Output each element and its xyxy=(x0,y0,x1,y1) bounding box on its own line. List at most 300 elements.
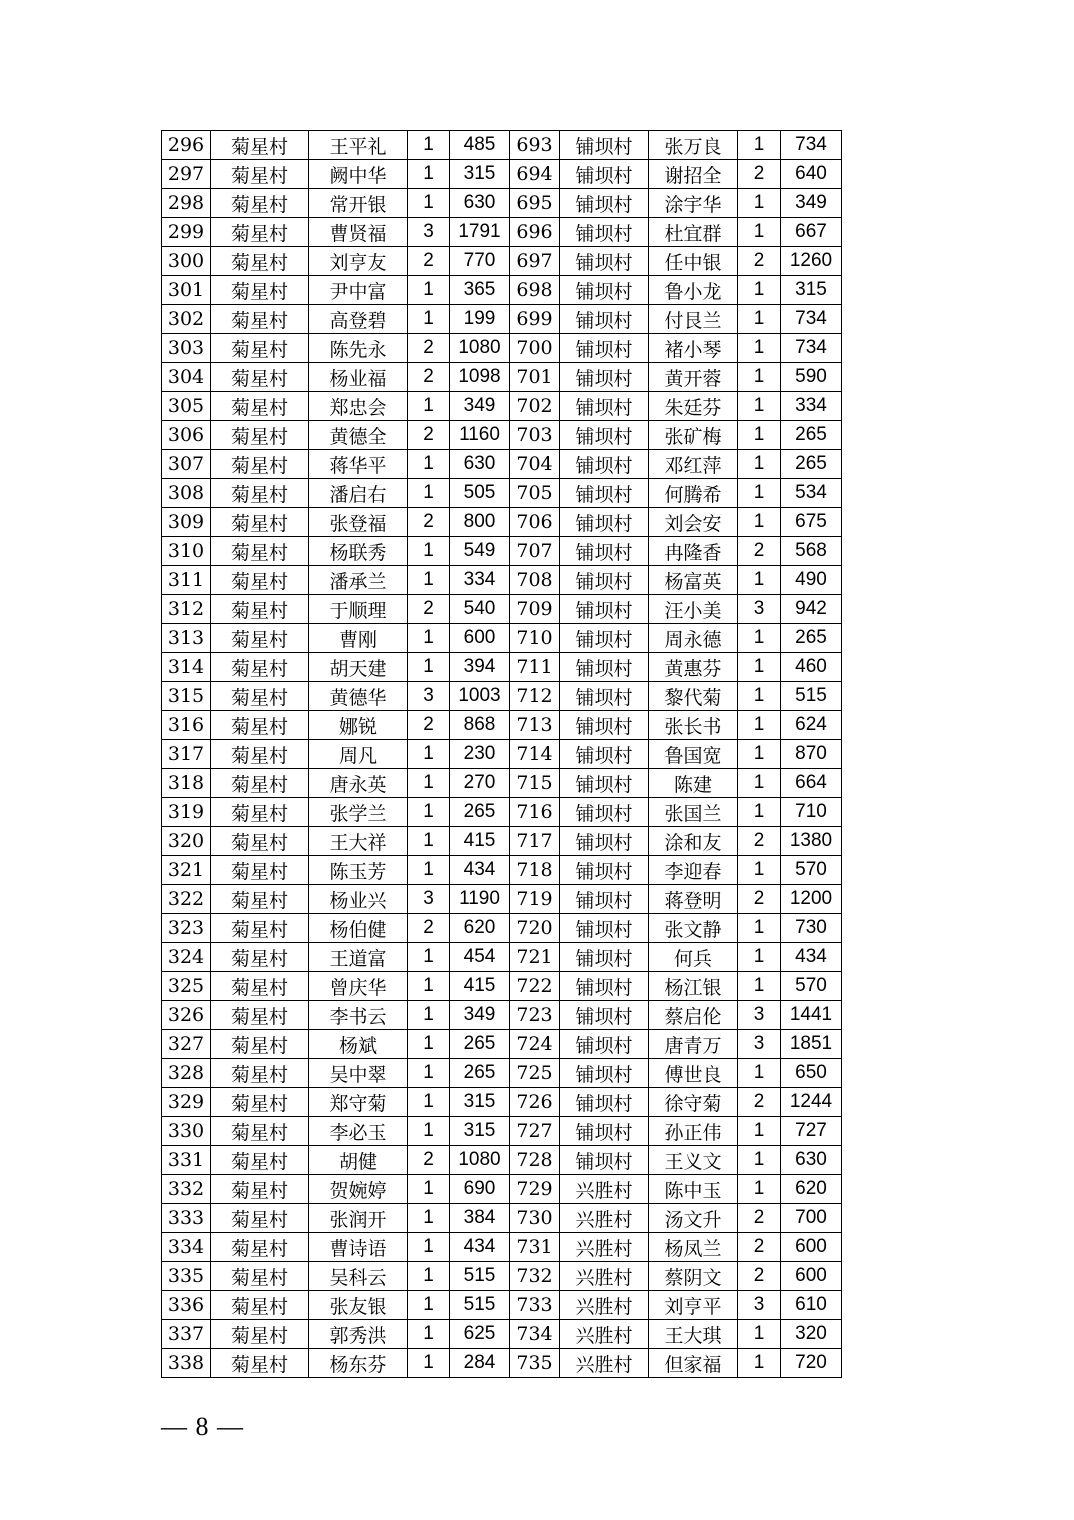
cell-left-amount: 1080 xyxy=(450,1146,510,1175)
cell-right-count: 1 xyxy=(738,334,781,363)
cell-left-amount: 549 xyxy=(450,537,510,566)
cell-right-serial: 721 xyxy=(510,943,560,972)
cell-right-serial: 716 xyxy=(510,798,560,827)
cell-right-count: 1 xyxy=(738,769,781,798)
cell-left-amount: 630 xyxy=(450,189,510,218)
cell-left-name: 黄德全 xyxy=(309,421,408,450)
table-row xyxy=(162,856,842,885)
cell-left-name: 张学兰 xyxy=(309,798,408,827)
cell-left-serial: 319 xyxy=(162,798,211,827)
cell-left-village: 菊星村 xyxy=(211,711,309,740)
cell-left-count: 2 xyxy=(408,711,450,740)
cell-right-amount: 590 xyxy=(781,363,842,392)
cell-left-village: 菊星村 xyxy=(211,218,309,247)
cell-left-name: 曹诗语 xyxy=(309,1233,408,1262)
cell-right-name: 谢招全 xyxy=(649,160,738,189)
cell-right-name: 陈中玉 xyxy=(649,1175,738,1204)
cell-left-village: 菊星村 xyxy=(211,1030,309,1059)
cell-right-amount: 870 xyxy=(781,740,842,769)
cell-left-count: 1 xyxy=(408,305,450,334)
cell-left-count: 2 xyxy=(408,363,450,392)
cell-left-serial: 305 xyxy=(162,392,211,421)
cell-right-village: 铺坝村 xyxy=(560,247,649,276)
cell-left-name: 杨业福 xyxy=(309,363,408,392)
cell-right-count: 2 xyxy=(738,247,781,276)
cell-left-serial: 314 xyxy=(162,653,211,682)
cell-right-name: 傅世良 xyxy=(649,1059,738,1088)
cell-left-serial: 300 xyxy=(162,247,211,276)
cell-right-name: 刘会安 xyxy=(649,508,738,537)
cell-left-serial: 332 xyxy=(162,1175,211,1204)
cell-left-village: 菊星村 xyxy=(211,160,309,189)
cell-right-count: 1 xyxy=(738,1320,781,1349)
cell-left-count: 1 xyxy=(408,769,450,798)
cell-right-count: 1 xyxy=(738,1175,781,1204)
cell-right-village: 铺坝村 xyxy=(560,1059,649,1088)
cell-left-name: 刘亨友 xyxy=(309,247,408,276)
cell-right-count: 2 xyxy=(738,1262,781,1291)
cell-right-serial: 722 xyxy=(510,972,560,1001)
cell-left-village: 菊星村 xyxy=(211,798,309,827)
cell-right-name: 李迎春 xyxy=(649,856,738,885)
cell-left-serial: 313 xyxy=(162,624,211,653)
cell-left-name: 唐永英 xyxy=(309,769,408,798)
cell-right-amount: 515 xyxy=(781,682,842,711)
roster-table xyxy=(161,130,842,1378)
cell-right-count: 1 xyxy=(738,682,781,711)
cell-right-amount: 434 xyxy=(781,943,842,972)
cell-left-name: 蒋华平 xyxy=(309,450,408,479)
cell-right-count: 1 xyxy=(738,363,781,392)
cell-right-serial: 726 xyxy=(510,1088,560,1117)
cell-left-count: 1 xyxy=(408,740,450,769)
cell-left-amount: 265 xyxy=(450,798,510,827)
cell-left-amount: 868 xyxy=(450,711,510,740)
cell-left-village: 菊星村 xyxy=(211,479,309,508)
cell-right-serial: 718 xyxy=(510,856,560,885)
cell-left-village: 菊星村 xyxy=(211,421,309,450)
cell-left-amount: 434 xyxy=(450,1233,510,1262)
cell-left-name: 杨伯健 xyxy=(309,914,408,943)
cell-left-amount: 265 xyxy=(450,1059,510,1088)
cell-left-count: 1 xyxy=(408,1030,450,1059)
table-row xyxy=(162,1204,842,1233)
cell-right-amount: 460 xyxy=(781,653,842,682)
cell-right-name: 黎代菊 xyxy=(649,682,738,711)
cell-left-name: 潘承兰 xyxy=(309,566,408,595)
cell-left-serial: 327 xyxy=(162,1030,211,1059)
table-row xyxy=(162,131,842,160)
cell-left-name: 王道富 xyxy=(309,943,408,972)
cell-right-serial: 694 xyxy=(510,160,560,189)
cell-left-name: 张润开 xyxy=(309,1204,408,1233)
cell-right-village: 铺坝村 xyxy=(560,972,649,1001)
cell-left-village: 菊星村 xyxy=(211,363,309,392)
cell-right-serial: 693 xyxy=(510,131,560,160)
cell-right-amount: 570 xyxy=(781,972,842,1001)
cell-left-serial: 329 xyxy=(162,1088,211,1117)
cell-right-serial: 733 xyxy=(510,1291,560,1320)
cell-left-serial: 333 xyxy=(162,1204,211,1233)
cell-left-name: 杨东芬 xyxy=(309,1349,408,1378)
cell-right-amount: 265 xyxy=(781,421,842,450)
cell-left-count: 1 xyxy=(408,1233,450,1262)
cell-left-serial: 324 xyxy=(162,943,211,972)
table-row xyxy=(162,1291,842,1320)
cell-right-amount: 700 xyxy=(781,1204,842,1233)
cell-right-name: 张文静 xyxy=(649,914,738,943)
cell-right-count: 2 xyxy=(738,885,781,914)
table-row xyxy=(162,711,842,740)
cell-left-name: 王大祥 xyxy=(309,827,408,856)
cell-right-name: 涂宇华 xyxy=(649,189,738,218)
cell-left-count: 2 xyxy=(408,1146,450,1175)
cell-left-village: 菊星村 xyxy=(211,1001,309,1030)
cell-right-serial: 709 xyxy=(510,595,560,624)
cell-right-name: 杨江银 xyxy=(649,972,738,1001)
cell-left-amount: 515 xyxy=(450,1291,510,1320)
cell-right-serial: 714 xyxy=(510,740,560,769)
table-row xyxy=(162,682,842,711)
cell-right-serial: 710 xyxy=(510,624,560,653)
cell-left-serial: 338 xyxy=(162,1349,211,1378)
cell-right-serial: 701 xyxy=(510,363,560,392)
cell-left-name: 贺婉婷 xyxy=(309,1175,408,1204)
cell-left-village: 菊星村 xyxy=(211,943,309,972)
cell-right-count: 1 xyxy=(738,653,781,682)
cell-left-count: 1 xyxy=(408,1117,450,1146)
cell-right-amount: 727 xyxy=(781,1117,842,1146)
cell-left-amount: 349 xyxy=(450,392,510,421)
cell-left-serial: 330 xyxy=(162,1117,211,1146)
cell-right-village: 铺坝村 xyxy=(560,218,649,247)
cell-right-village: 兴胜村 xyxy=(560,1233,649,1262)
table-row xyxy=(162,1146,842,1175)
cell-right-serial: 730 xyxy=(510,1204,560,1233)
table-row xyxy=(162,624,842,653)
cell-right-serial: 704 xyxy=(510,450,560,479)
cell-right-serial: 699 xyxy=(510,305,560,334)
cell-right-name: 杨凤兰 xyxy=(649,1233,738,1262)
cell-right-serial: 732 xyxy=(510,1262,560,1291)
cell-right-serial: 720 xyxy=(510,914,560,943)
cell-left-count: 2 xyxy=(408,914,450,943)
cell-left-name: 胡天建 xyxy=(309,653,408,682)
cell-left-serial: 315 xyxy=(162,682,211,711)
cell-right-count: 1 xyxy=(738,131,781,160)
cell-right-count: 1 xyxy=(738,624,781,653)
cell-right-serial: 719 xyxy=(510,885,560,914)
cell-left-village: 菊星村 xyxy=(211,624,309,653)
cell-right-name: 付艮兰 xyxy=(649,305,738,334)
cell-right-amount: 1200 xyxy=(781,885,842,914)
cell-right-amount: 1380 xyxy=(781,827,842,856)
cell-left-village: 菊星村 xyxy=(211,1291,309,1320)
cell-left-count: 1 xyxy=(408,479,450,508)
cell-left-serial: 325 xyxy=(162,972,211,1001)
cell-left-village: 菊星村 xyxy=(211,769,309,798)
cell-left-serial: 301 xyxy=(162,276,211,305)
page-number: — 8 — xyxy=(161,1412,244,1441)
table-row xyxy=(162,450,842,479)
table-row xyxy=(162,1233,842,1262)
cell-left-village: 菊星村 xyxy=(211,856,309,885)
cell-left-serial: 317 xyxy=(162,740,211,769)
cell-left-name: 吴科云 xyxy=(309,1262,408,1291)
cell-left-name: 曹刚 xyxy=(309,624,408,653)
cell-right-name: 张长书 xyxy=(649,711,738,740)
cell-left-count: 1 xyxy=(408,131,450,160)
cell-right-name: 朱廷芬 xyxy=(649,392,738,421)
cell-right-amount: 640 xyxy=(781,160,842,189)
cell-right-serial: 698 xyxy=(510,276,560,305)
cell-left-amount: 1160 xyxy=(450,421,510,450)
cell-left-amount: 540 xyxy=(450,595,510,624)
cell-right-count: 1 xyxy=(738,1349,781,1378)
cell-right-serial: 713 xyxy=(510,711,560,740)
cell-left-amount: 315 xyxy=(450,1117,510,1146)
cell-right-name: 张万良 xyxy=(649,131,738,160)
cell-left-village: 菊星村 xyxy=(211,827,309,856)
cell-right-village: 铺坝村 xyxy=(560,566,649,595)
cell-right-serial: 707 xyxy=(510,537,560,566)
cell-right-name: 蔡阴文 xyxy=(649,1262,738,1291)
cell-left-name: 王平礼 xyxy=(309,131,408,160)
cell-left-serial: 304 xyxy=(162,363,211,392)
cell-right-serial: 695 xyxy=(510,189,560,218)
table-row xyxy=(162,363,842,392)
cell-left-amount: 315 xyxy=(450,160,510,189)
table-row xyxy=(162,740,842,769)
table-row xyxy=(162,914,842,943)
cell-left-amount: 1791 xyxy=(450,218,510,247)
table-row xyxy=(162,189,842,218)
cell-right-village: 铺坝村 xyxy=(560,305,649,334)
cell-left-name: 胡健 xyxy=(309,1146,408,1175)
cell-right-name: 杨富英 xyxy=(649,566,738,595)
cell-right-serial: 724 xyxy=(510,1030,560,1059)
cell-right-count: 1 xyxy=(738,1059,781,1088)
cell-left-serial: 335 xyxy=(162,1262,211,1291)
cell-right-count: 1 xyxy=(738,189,781,218)
cell-right-count: 1 xyxy=(738,392,781,421)
cell-right-amount: 710 xyxy=(781,798,842,827)
cell-right-serial: 700 xyxy=(510,334,560,363)
cell-right-amount: 1244 xyxy=(781,1088,842,1117)
cell-left-village: 菊星村 xyxy=(211,1059,309,1088)
cell-left-serial: 306 xyxy=(162,421,211,450)
cell-right-name: 何腾希 xyxy=(649,479,738,508)
cell-right-name: 王大琪 xyxy=(649,1320,738,1349)
cell-right-village: 铺坝村 xyxy=(560,914,649,943)
table-row xyxy=(162,160,842,189)
cell-right-village: 铺坝村 xyxy=(560,798,649,827)
cell-right-serial: 715 xyxy=(510,769,560,798)
cell-right-serial: 708 xyxy=(510,566,560,595)
cell-left-name: 吴中翠 xyxy=(309,1059,408,1088)
cell-right-name: 鲁国宽 xyxy=(649,740,738,769)
cell-right-count: 3 xyxy=(738,1291,781,1320)
cell-left-village: 菊星村 xyxy=(211,1233,309,1262)
cell-right-serial: 703 xyxy=(510,421,560,450)
cell-right-amount: 570 xyxy=(781,856,842,885)
cell-left-count: 2 xyxy=(408,421,450,450)
cell-right-name: 王义文 xyxy=(649,1146,738,1175)
cell-left-amount: 505 xyxy=(450,479,510,508)
cell-right-village: 铺坝村 xyxy=(560,624,649,653)
cell-left-village: 菊星村 xyxy=(211,334,309,363)
cell-right-village: 铺坝村 xyxy=(560,131,649,160)
cell-right-count: 1 xyxy=(738,479,781,508)
cell-left-village: 菊星村 xyxy=(211,450,309,479)
cell-left-count: 1 xyxy=(408,537,450,566)
cell-left-count: 1 xyxy=(408,189,450,218)
cell-right-count: 1 xyxy=(738,943,781,972)
cell-right-village: 铺坝村 xyxy=(560,189,649,218)
cell-right-village: 铺坝村 xyxy=(560,363,649,392)
cell-left-village: 菊星村 xyxy=(211,189,309,218)
cell-right-serial: 706 xyxy=(510,508,560,537)
cell-left-serial: 323 xyxy=(162,914,211,943)
cell-right-village: 铺坝村 xyxy=(560,1146,649,1175)
cell-left-serial: 297 xyxy=(162,160,211,189)
cell-left-count: 1 xyxy=(408,972,450,1001)
cell-left-count: 1 xyxy=(408,1175,450,1204)
cell-right-village: 铺坝村 xyxy=(560,160,649,189)
cell-right-village: 铺坝村 xyxy=(560,740,649,769)
cell-left-village: 菊星村 xyxy=(211,247,309,276)
cell-right-count: 1 xyxy=(738,450,781,479)
cell-right-amount: 624 xyxy=(781,711,842,740)
cell-right-count: 1 xyxy=(738,914,781,943)
cell-right-serial: 711 xyxy=(510,653,560,682)
cell-right-serial: 734 xyxy=(510,1320,560,1349)
cell-right-village: 铺坝村 xyxy=(560,885,649,914)
table-row xyxy=(162,769,842,798)
table-row xyxy=(162,218,842,247)
cell-right-amount: 664 xyxy=(781,769,842,798)
cell-right-serial: 705 xyxy=(510,479,560,508)
cell-right-name: 但家福 xyxy=(649,1349,738,1378)
cell-left-village: 菊星村 xyxy=(211,508,309,537)
cell-left-amount: 620 xyxy=(450,914,510,943)
cell-left-serial: 311 xyxy=(162,566,211,595)
cell-left-serial: 318 xyxy=(162,769,211,798)
table-row xyxy=(162,798,842,827)
cell-left-amount: 1080 xyxy=(450,334,510,363)
table-row xyxy=(162,1349,842,1378)
table-row xyxy=(162,943,842,972)
cell-right-village: 铺坝村 xyxy=(560,1030,649,1059)
cell-left-village: 菊星村 xyxy=(211,1320,309,1349)
cell-left-serial: 331 xyxy=(162,1146,211,1175)
cell-left-count: 1 xyxy=(408,450,450,479)
cell-right-village: 铺坝村 xyxy=(560,682,649,711)
cell-right-count: 2 xyxy=(738,1088,781,1117)
cell-right-name: 张国兰 xyxy=(649,798,738,827)
cell-right-serial: 717 xyxy=(510,827,560,856)
cell-right-name: 汤文升 xyxy=(649,1204,738,1233)
cell-left-name: 娜锐 xyxy=(309,711,408,740)
cell-right-count: 2 xyxy=(738,537,781,566)
cell-right-amount: 1260 xyxy=(781,247,842,276)
cell-left-count: 2 xyxy=(408,508,450,537)
cell-right-count: 1 xyxy=(738,972,781,1001)
cell-right-village: 铺坝村 xyxy=(560,943,649,972)
cell-left-village: 菊星村 xyxy=(211,1262,309,1291)
cell-left-amount: 415 xyxy=(450,972,510,1001)
cell-right-serial: 712 xyxy=(510,682,560,711)
cell-right-village: 铺坝村 xyxy=(560,537,649,566)
cell-left-amount: 630 xyxy=(450,450,510,479)
cell-left-name: 黄德华 xyxy=(309,682,408,711)
cell-right-name: 鲁小龙 xyxy=(649,276,738,305)
cell-left-serial: 307 xyxy=(162,450,211,479)
cell-left-serial: 309 xyxy=(162,508,211,537)
cell-left-village: 菊星村 xyxy=(211,276,309,305)
cell-left-amount: 1190 xyxy=(450,885,510,914)
table-row xyxy=(162,479,842,508)
cell-left-count: 1 xyxy=(408,1349,450,1378)
cell-right-village: 铺坝村 xyxy=(560,479,649,508)
cell-right-name: 褚小琴 xyxy=(649,334,738,363)
cell-right-amount: 1851 xyxy=(781,1030,842,1059)
cell-left-serial: 296 xyxy=(162,131,211,160)
cell-left-name: 陈先永 xyxy=(309,334,408,363)
cell-right-serial: 729 xyxy=(510,1175,560,1204)
cell-left-serial: 298 xyxy=(162,189,211,218)
table-row xyxy=(162,595,842,624)
cell-left-name: 张登福 xyxy=(309,508,408,537)
cell-left-name: 杨业兴 xyxy=(309,885,408,914)
table-row xyxy=(162,247,842,276)
cell-left-count: 1 xyxy=(408,1059,450,1088)
cell-left-serial: 336 xyxy=(162,1291,211,1320)
cell-left-name: 郑忠会 xyxy=(309,392,408,421)
cell-right-amount: 320 xyxy=(781,1320,842,1349)
cell-right-name: 刘亨平 xyxy=(649,1291,738,1320)
cell-left-amount: 434 xyxy=(450,856,510,885)
cell-right-amount: 334 xyxy=(781,392,842,421)
cell-right-name: 汪小美 xyxy=(649,595,738,624)
cell-left-amount: 384 xyxy=(450,1204,510,1233)
table-row xyxy=(162,1262,842,1291)
cell-left-amount: 270 xyxy=(450,769,510,798)
cell-right-count: 1 xyxy=(738,566,781,595)
cell-right-name: 涂和友 xyxy=(649,827,738,856)
cell-right-name: 邓红萍 xyxy=(649,450,738,479)
cell-left-count: 2 xyxy=(408,595,450,624)
cell-right-village: 铺坝村 xyxy=(560,827,649,856)
table-row xyxy=(162,827,842,856)
cell-right-name: 唐青万 xyxy=(649,1030,738,1059)
cell-right-count: 2 xyxy=(738,160,781,189)
cell-right-serial: 697 xyxy=(510,247,560,276)
cell-right-name: 任中银 xyxy=(649,247,738,276)
table-row xyxy=(162,276,842,305)
cell-right-count: 1 xyxy=(738,305,781,334)
cell-left-name: 杨联秀 xyxy=(309,537,408,566)
cell-left-amount: 454 xyxy=(450,943,510,972)
cell-right-village: 兴胜村 xyxy=(560,1175,649,1204)
cell-left-count: 3 xyxy=(408,218,450,247)
cell-right-amount: 1441 xyxy=(781,1001,842,1030)
cell-left-name: 高登碧 xyxy=(309,305,408,334)
cell-left-village: 菊星村 xyxy=(211,740,309,769)
table-row xyxy=(162,1320,842,1349)
cell-right-village: 铺坝村 xyxy=(560,769,649,798)
cell-right-amount: 349 xyxy=(781,189,842,218)
